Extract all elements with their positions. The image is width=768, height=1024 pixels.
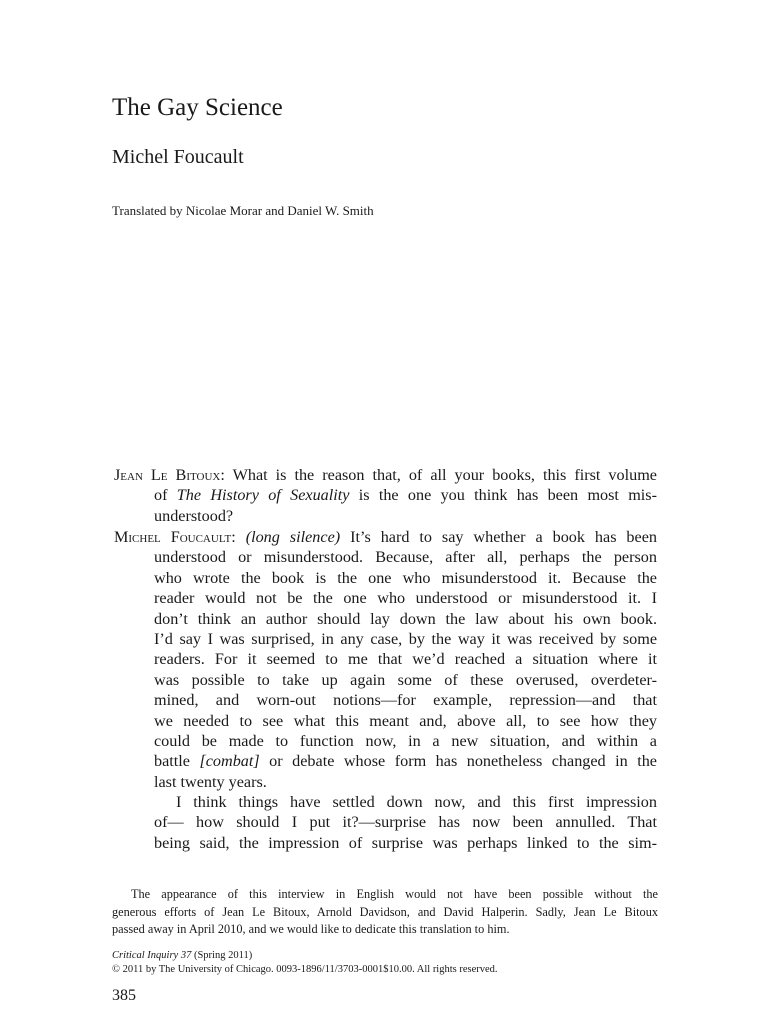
answer-line: readers. For it seemed to me that we’d reached a situation where it (154, 650, 657, 669)
journal-citation (112, 948, 252, 963)
speaker-name: Jean Le Bitoux (114, 466, 221, 484)
answer-line: we needed to see what this meant and, above all, to see how they (154, 711, 657, 730)
bracketed-term: [combat] (199, 752, 260, 771)
article-author: Michel Foucault (112, 146, 244, 168)
interview-answer (114, 527, 657, 853)
answer-line: I’d say I was surprised, in any case, by the way it was received by some (154, 629, 657, 648)
speaker-name: Michel Foucault (114, 528, 232, 546)
answer-line: who wrote the book is the one who misunderstood it. Because the (154, 568, 657, 587)
answer-line: mined, and worn-out notions—for example, repression—and that (154, 691, 657, 710)
answer-line: I think things have settled down now, and this first impression (176, 793, 657, 812)
answer-line: Michel Foucault: (long silence) It’s hard to say whether a book has been (114, 528, 657, 546)
question-line: Jean Le Bitoux: What is the reason that, of all your books, this first volume (114, 466, 657, 484)
stage-direction: (long silence) (245, 528, 341, 546)
answer-line: of— how should I put it?—surprise has now been annulled. That (154, 813, 657, 832)
book-title: The History of Sexuality (176, 486, 350, 505)
journal-name: Critical Inquiry 37 (112, 950, 192, 961)
answer-line: battle [combat] or debate whose form has nonetheless changed in the (154, 752, 657, 771)
answer-line: was possible to take up again some of these overused, overdeter- (154, 670, 657, 689)
question-line: of The History of Sexuality is the one you think has been most mis- (154, 486, 657, 505)
footnote-line: The appearance of this interview in English would not have been possible without the (131, 887, 658, 901)
page-number: 385 (112, 987, 136, 1004)
footnote-line: generous efforts of Jean Le Bitoux, Arnold Davidson, and David Halperin. Sadly, Jean Le Bitoux (112, 904, 658, 919)
translator-credit: Translated by Nicolae Morar and Daniel W. Smith (112, 203, 374, 218)
answer-line: don’t think an author should lay down the law about his own book. (154, 609, 657, 628)
question-line: understood? (154, 506, 234, 525)
answer-line: being said, the impression of surprise was perhaps linked to the sim- (154, 833, 657, 852)
footnote (112, 886, 658, 939)
answer-line: last twenty years. (154, 772, 267, 791)
copyright-notice: © 2011 by The University of Chicago. 0093-1896/11/3703-0001$10.00. All rights reserved. (112, 964, 498, 975)
article-title: The Gay Science (112, 94, 283, 121)
answer-line: understood or misunderstood. Because, after all, perhaps the person (154, 548, 657, 567)
footnote-line: passed away in April 2010, and we would like to dedicate this translation to him. (112, 922, 510, 936)
answer-line: could be made to function now, in a new situation, and within a (154, 731, 657, 750)
answer-line: reader would not be the one who understood or misunderstood it. I (154, 589, 657, 608)
journal-issue: (Spring 2011) (191, 950, 253, 961)
interview-question (114, 465, 657, 526)
